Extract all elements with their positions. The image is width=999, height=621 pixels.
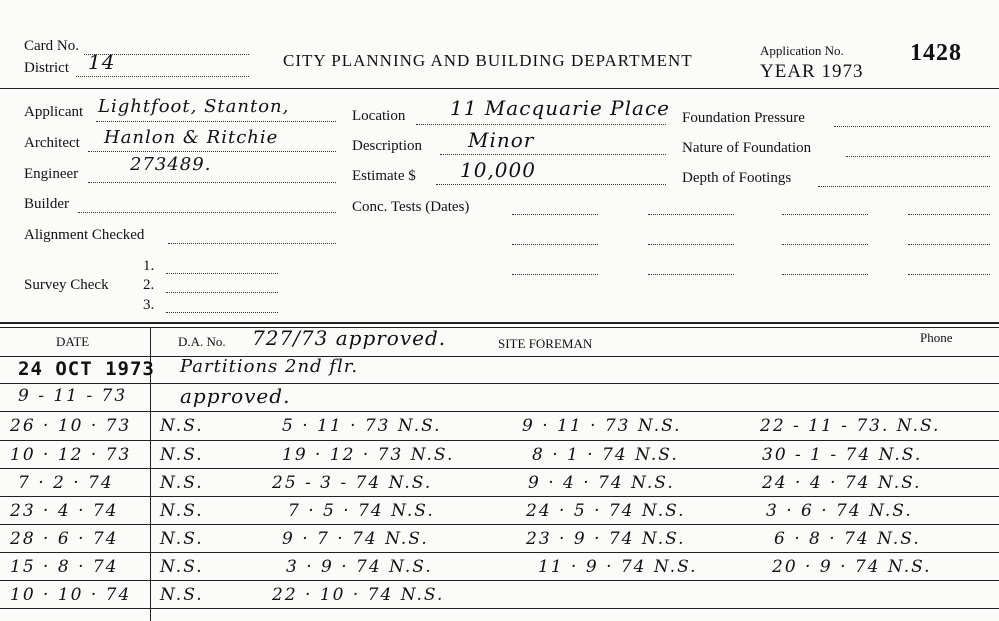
row-date: 7 · 2 · 74 (18, 473, 114, 493)
row-entry: 22 - 11 - 73. N.S. (760, 416, 941, 436)
survey-1-line (166, 273, 278, 274)
survey-1-label: 1. (143, 258, 155, 274)
row-line (0, 440, 999, 441)
survey-3-line (166, 312, 278, 313)
engineer-value: 273489. (130, 154, 212, 175)
location-label: Location (352, 108, 406, 124)
row-entry: 25 - 3 - 74 N.S. (272, 473, 433, 493)
row-entry: 23 · 9 · 74 N.S. (526, 529, 686, 549)
district-label: District (24, 60, 69, 76)
da-no-value: 727/73 approved. (252, 326, 447, 350)
application-number: 1428 (910, 40, 962, 66)
applicant-line (96, 121, 336, 122)
row-entry: N.S. (160, 585, 204, 605)
row-entry: 24 · 4 · 74 N.S. (762, 473, 922, 493)
conc-test-line (908, 214, 990, 215)
depth-of-footings-label: Depth of Footings (682, 170, 792, 186)
district-value: 14 (88, 50, 116, 74)
survey-2-line (166, 292, 278, 293)
row-entry: 3 · 9 · 74 N.S. (286, 557, 433, 577)
conc-test-line (512, 214, 598, 215)
architect-label: Architect (24, 135, 80, 151)
site-foreman-label: SITE FOREMAN (498, 336, 593, 351)
conc-test-line (908, 274, 990, 275)
location-value: 11 Macquarie Place (450, 96, 670, 120)
row-entry: 7 · 5 · 74 N.S. (288, 501, 435, 521)
estimate-label: Estimate $ (352, 168, 416, 184)
row-entry: 11 · 9 · 74 N.S. (538, 557, 698, 577)
description-value: Minor (468, 128, 535, 152)
conc-test-line (512, 244, 598, 245)
date-header: DATE (56, 334, 90, 349)
row-entry: 22 · 10 · 74 N.S. (272, 585, 445, 605)
row-line (0, 383, 999, 384)
row-line (0, 552, 999, 553)
da-no-label: D.A. No. (178, 334, 226, 349)
row-date: 26 · 10 · 73 (10, 416, 132, 436)
row-date: 10 · 10 · 74 (10, 585, 132, 605)
log-top-border (0, 322, 999, 324)
conc-test-line (782, 214, 868, 215)
applicant-value: Lightfoot, Stanton, (98, 96, 290, 117)
row-line (0, 580, 999, 581)
row-line (0, 524, 999, 525)
row-entry: N.S. (160, 416, 204, 436)
application-no-label: Application No. (760, 43, 844, 58)
conc-test-line (782, 274, 868, 275)
row-entry: Partitions 2nd flr. (180, 356, 359, 377)
log-header-divider (0, 356, 999, 357)
engineer-label: Engineer (24, 166, 79, 182)
estimate-value: 10,000 (460, 158, 536, 182)
department-title: CITY PLANNING AND BUILDING DEPARTMENT (283, 51, 693, 70)
header-divider (0, 88, 999, 89)
survey-3-label: 3. (143, 297, 155, 313)
row-line (0, 496, 999, 497)
year-label: YEAR 1973 (760, 61, 864, 82)
conc-test-line (782, 244, 868, 245)
row-entry: 5 · 11 · 73 N.S. (282, 416, 442, 436)
row-entry: 30 - 1 - 74 N.S. (762, 445, 923, 465)
row-entry: 24 · 5 · 74 N.S. (526, 501, 686, 521)
row-entry: 19 · 12 · 73 N.S. (282, 445, 455, 465)
card-no-label: Card No. (24, 38, 79, 54)
foundation-pressure-label: Foundation Pressure (682, 110, 805, 126)
row-date: 28 · 6 · 74 (10, 529, 119, 549)
phone-label: Phone (920, 330, 953, 345)
applicant-label: Applicant (24, 104, 84, 120)
row-entry: approved. (180, 384, 291, 408)
survey-2-label: 2. (143, 277, 155, 293)
row-entry: 3 · 6 · 74 N.S. (766, 501, 913, 521)
alignment-checked-label: Alignment Checked (24, 227, 145, 243)
row-date: 10 · 12 · 73 (10, 445, 132, 465)
row-date: 9 - 11 - 73 (18, 386, 128, 406)
conc-test-line (648, 214, 734, 215)
conc-tests-label: Conc. Tests (Dates) (352, 199, 470, 215)
engineer-line (88, 182, 336, 183)
row-entry: 20 · 9 · 74 N.S. (772, 557, 932, 577)
row-entry: N.S. (160, 557, 204, 577)
row-date: 24 OCT 1973 (18, 358, 155, 380)
row-entry: N.S. (160, 473, 204, 493)
depth-of-footings-line (818, 186, 990, 187)
nature-of-foundation-label: Nature of Foundation (682, 140, 812, 156)
builder-label: Builder (24, 196, 69, 212)
alignment-checked-line (168, 243, 336, 244)
row-entry: 9 · 7 · 74 N.S. (282, 529, 429, 549)
nature-of-foundation-line (846, 156, 990, 157)
estimate-line (436, 184, 666, 185)
district-line (76, 76, 249, 77)
conc-test-line (908, 244, 990, 245)
architect-line (88, 151, 336, 152)
builder-line (78, 212, 336, 213)
row-entry: 8 · 1 · 74 N.S. (532, 445, 679, 465)
conc-test-line (648, 244, 734, 245)
survey-check-label: Survey Check (24, 277, 109, 293)
description-label: Description (352, 138, 422, 154)
row-date: 15 · 8 · 74 (10, 557, 119, 577)
location-line (416, 124, 666, 125)
foundation-pressure-line (834, 126, 990, 127)
row-entry: 6 · 8 · 74 N.S. (774, 529, 921, 549)
description-line (440, 154, 666, 155)
row-line (0, 468, 999, 469)
row-date: 23 · 4 · 74 (10, 501, 119, 521)
conc-test-line (512, 274, 598, 275)
conc-test-line (648, 274, 734, 275)
row-entry: N.S. (160, 445, 204, 465)
row-entry: 9 · 11 · 73 N.S. (522, 416, 682, 436)
row-entry: N.S. (160, 501, 204, 521)
row-line (0, 411, 999, 412)
architect-value: Hanlon & Ritchie (104, 127, 279, 148)
row-line (0, 608, 999, 609)
row-entry: 9 · 4 · 74 N.S. (528, 473, 675, 493)
row-entry: N.S. (160, 529, 204, 549)
